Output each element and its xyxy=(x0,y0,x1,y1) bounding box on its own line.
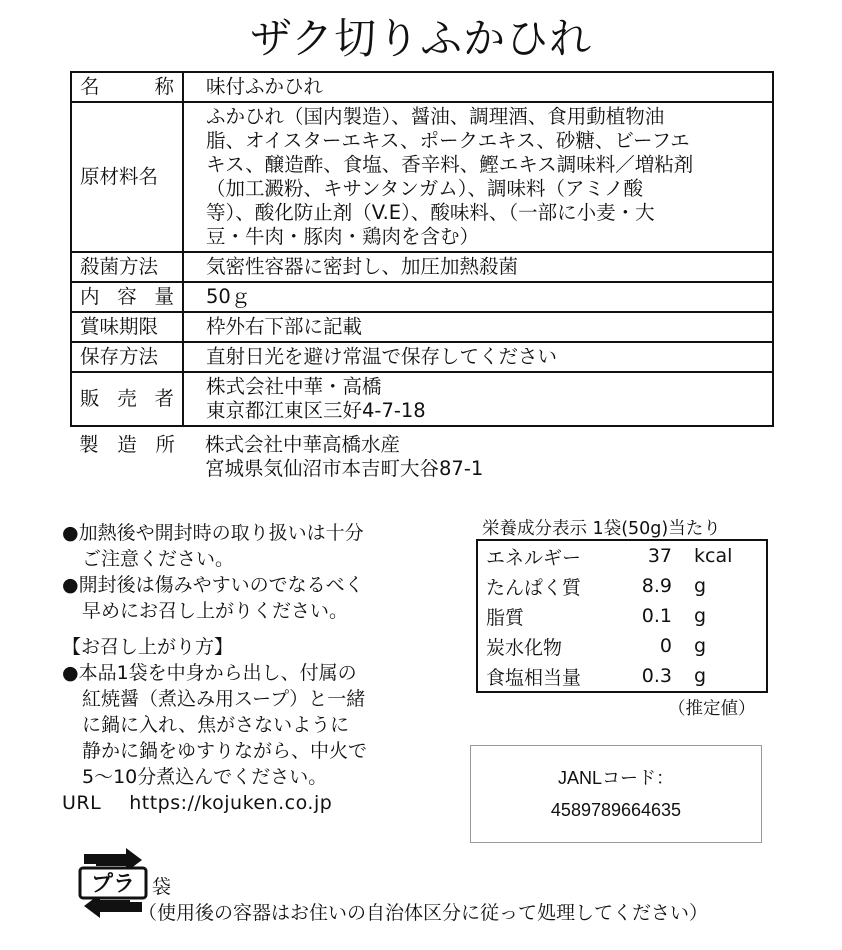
product-info-table xyxy=(70,71,774,483)
nutrient-name: 食塩相当量 xyxy=(486,666,582,689)
spec-value-manufacturer xyxy=(183,426,773,483)
label-char: 所 xyxy=(155,433,175,456)
spec-label-storage: 保存方法 xyxy=(71,342,183,372)
nutrient-name: 脂質 xyxy=(486,606,525,629)
label-char: 造 xyxy=(117,433,137,456)
nutrition-row xyxy=(477,601,767,631)
url-link[interactable]: https://kojuken.co.jp xyxy=(129,792,333,814)
jan-number: 4589789664635 xyxy=(550,800,682,820)
nutrient-unit: g xyxy=(694,665,707,687)
label-char: 者 xyxy=(154,387,174,410)
nutrient-value: 0 xyxy=(659,635,672,657)
nutrient-unit: g xyxy=(694,635,707,657)
nutrition-row xyxy=(477,540,767,571)
ingredients-line: ふかひれ（国内製造）、醤油、調理酒、食用動植物油 xyxy=(206,105,665,128)
caution-line: 早めにお召し上がりください。 xyxy=(82,600,349,622)
howto-line: 紅焼醤（煮込み用スープ）と一緒 xyxy=(82,688,366,710)
nutrition-title: 栄養成分表示 1袋(50g)当たり xyxy=(482,519,721,539)
spec-row-best-before xyxy=(71,312,773,342)
label-char: 容 xyxy=(117,285,137,308)
ingredients-line: 脂、オイスターエキス、ポークエキス、砂糖、ビーフエ xyxy=(206,129,690,152)
spec-label-seller xyxy=(71,372,183,426)
nutrient-value: 0.1 xyxy=(641,605,672,627)
caution-line: ご注意ください。 xyxy=(82,548,235,570)
nutrient-unit: g xyxy=(694,575,707,597)
nutrient-name: たんぱく質 xyxy=(486,576,582,599)
ingredients-line: 等）、酸化防止剤（V.E）、酸味料、（一部に小麦・大 xyxy=(206,201,655,224)
spec-value-storage: 直射日光を避け常温で保存してください xyxy=(183,342,773,372)
spec-value-ingredients xyxy=(183,102,773,252)
spec-label-content xyxy=(71,282,183,312)
nutrient-value: 8.9 xyxy=(641,575,672,597)
usage-notes xyxy=(62,520,392,790)
nutrient-name: エネルギー xyxy=(486,546,582,569)
label-char: 名 xyxy=(80,75,100,98)
spec-row-content xyxy=(71,282,773,312)
spec-row-seller xyxy=(71,372,773,426)
ingredients-line: キス、醸造酢、食塩、香辛料、鰹エキス調味料／増粘剤 xyxy=(206,153,694,176)
spec-label-best-before: 賞味期限 xyxy=(71,312,183,342)
label-char: 量 xyxy=(154,285,174,308)
nutrition-row xyxy=(477,661,767,692)
label-char: 内 xyxy=(80,285,100,308)
spec-value-name: 味付ふかひれ xyxy=(183,72,773,102)
spec-row-storage xyxy=(71,342,773,372)
nutrient-unit: g xyxy=(694,605,707,627)
product-title: ザク切りふかひれ xyxy=(249,14,593,63)
howto-line: ●本品1袋を中身から出し、付属の xyxy=(62,662,357,684)
nutrition-row xyxy=(477,631,767,661)
caution-line: ●開封後は傷みやすいのでなるべく xyxy=(62,574,364,596)
spec-value-seller xyxy=(183,372,773,426)
label-char: 製 xyxy=(79,433,99,456)
seller-name: 株式会社中華・高橋 xyxy=(206,375,382,398)
jan-label: JANLコード： xyxy=(557,768,674,788)
label-char: 称 xyxy=(154,75,174,98)
spec-row-sterilization xyxy=(71,252,773,282)
nutrition-row xyxy=(477,571,767,601)
ingredients-line: （加工澱粉、キサンタンガム）、調味料（アミノ酸 xyxy=(206,177,643,200)
url-label: URL xyxy=(62,792,102,814)
website-url xyxy=(62,792,360,814)
label-char: 販 xyxy=(80,387,100,410)
nutrition-table xyxy=(476,539,768,693)
nutrient-value: 37 xyxy=(647,545,672,567)
spec-label-name xyxy=(71,72,183,102)
spec-row-manufacturer xyxy=(71,426,773,483)
seller-address: 東京都江東区三好4-7-18 xyxy=(206,399,426,422)
nutrient-unit: kcal xyxy=(694,545,733,567)
nutrient-name: 炭水化物 xyxy=(486,636,563,659)
howto-line: に鍋に入れ、焦がさないように xyxy=(82,714,350,736)
howto-heading: 【お召し上がり方】 xyxy=(62,636,234,658)
manufacturer-name: 株式会社中華高橋水産 xyxy=(205,433,401,456)
howto-line: 静かに鍋をゆすりながら、中火で xyxy=(82,740,368,762)
ingredients-line: 豆・牛肉・豚肉・鶏肉を含む） xyxy=(206,225,480,248)
spec-value-content: 50ｇ xyxy=(183,282,773,312)
spec-row-ingredients xyxy=(71,102,773,252)
nutrition-estimate-note: （推定値） xyxy=(668,699,756,719)
recycle-icon-text: プラ xyxy=(90,872,136,897)
spec-label-sterilization: 殺菌方法 xyxy=(71,252,183,282)
howto-line: 5～10分煮込んでください。 xyxy=(82,766,328,788)
label-char: 売 xyxy=(117,387,137,410)
disposal-note: （使用後の容器はお住いの自治体区分に従って処理してください） xyxy=(138,902,709,924)
manufacturer-address: 宮城県気仙沼市本吉町大谷87-1 xyxy=(205,457,484,480)
spec-label-ingredients: 原材料名 xyxy=(71,102,183,252)
spec-value-sterilization: 気密性容器に密封し、加圧加熱殺菌 xyxy=(183,252,773,282)
recycle-material-label: 袋 xyxy=(152,876,172,898)
nutrient-value: 0.3 xyxy=(641,665,672,687)
caution-line: ●加熱後や開封時の取り扱いは十分 xyxy=(62,522,364,544)
spec-label-manufacturer xyxy=(71,426,183,483)
jan-code-box xyxy=(470,745,762,843)
spec-value-best-before: 枠外右下部に記載 xyxy=(183,312,773,342)
spec-row-name xyxy=(71,72,773,102)
